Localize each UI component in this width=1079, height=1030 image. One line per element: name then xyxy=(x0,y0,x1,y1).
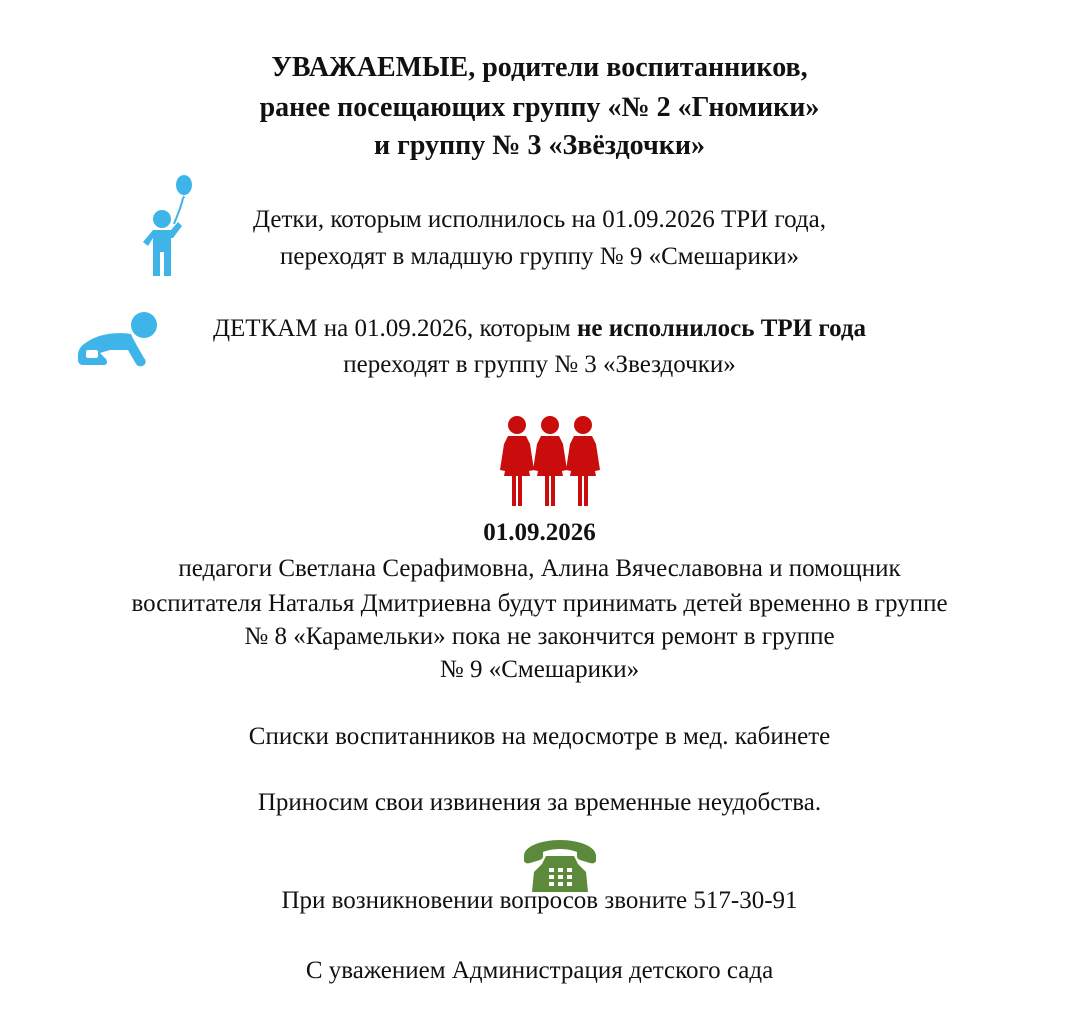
younger-children-line-1 xyxy=(0,312,1079,346)
younger-children-emphasis: не исполнилось ТРИ года xyxy=(576,315,867,342)
three-women-icon xyxy=(500,414,600,508)
staff-line-3: № 8 «Карамельки» пока не закончится ремонт в группе xyxy=(244,623,835,650)
medical-lists-notice: Списки воспитанников на медосмотре в мед. кабинете xyxy=(248,723,831,750)
older-children-line-1: Детки, которым исполнилось на 01.09.2026 ТРИ года, xyxy=(253,206,826,233)
apology-notice: Приносим свои извинения за временные неудобства. xyxy=(257,789,822,816)
staff-date: 01.09.2026 xyxy=(483,519,596,546)
contact-phone-text: При возникновении вопросов звоните 517-30-91 xyxy=(281,887,798,914)
staff-line-2: воспитателя Наталья Дмитриевна будут принимать детей временно в группе xyxy=(131,590,948,617)
signature: С уважением Администрация детского сада xyxy=(305,957,774,984)
staff-line-1: педагоги Светлана Серафимовна, Алина Вячеславовна и помощник xyxy=(178,555,901,582)
heading-line-2: ранее посещающих группу «№ 2 «Гномики» xyxy=(259,92,820,123)
older-children-line-2: переходят в младшую группу № 9 «Смешарики» xyxy=(280,243,799,270)
heading-line-3: и группу № 3 «Звёздочки» xyxy=(373,130,706,161)
staff-line-4: № 9 «Смешарики» xyxy=(439,656,640,683)
heading-line-1: УВАЖАЕМЫЕ, родители воспитанников, xyxy=(271,52,808,83)
younger-children-text: ДЕТКАМ на 01.09.2026, которым xyxy=(212,315,577,342)
younger-children-line-2: переходят в группу № 3 «Звездочки» xyxy=(343,351,736,378)
